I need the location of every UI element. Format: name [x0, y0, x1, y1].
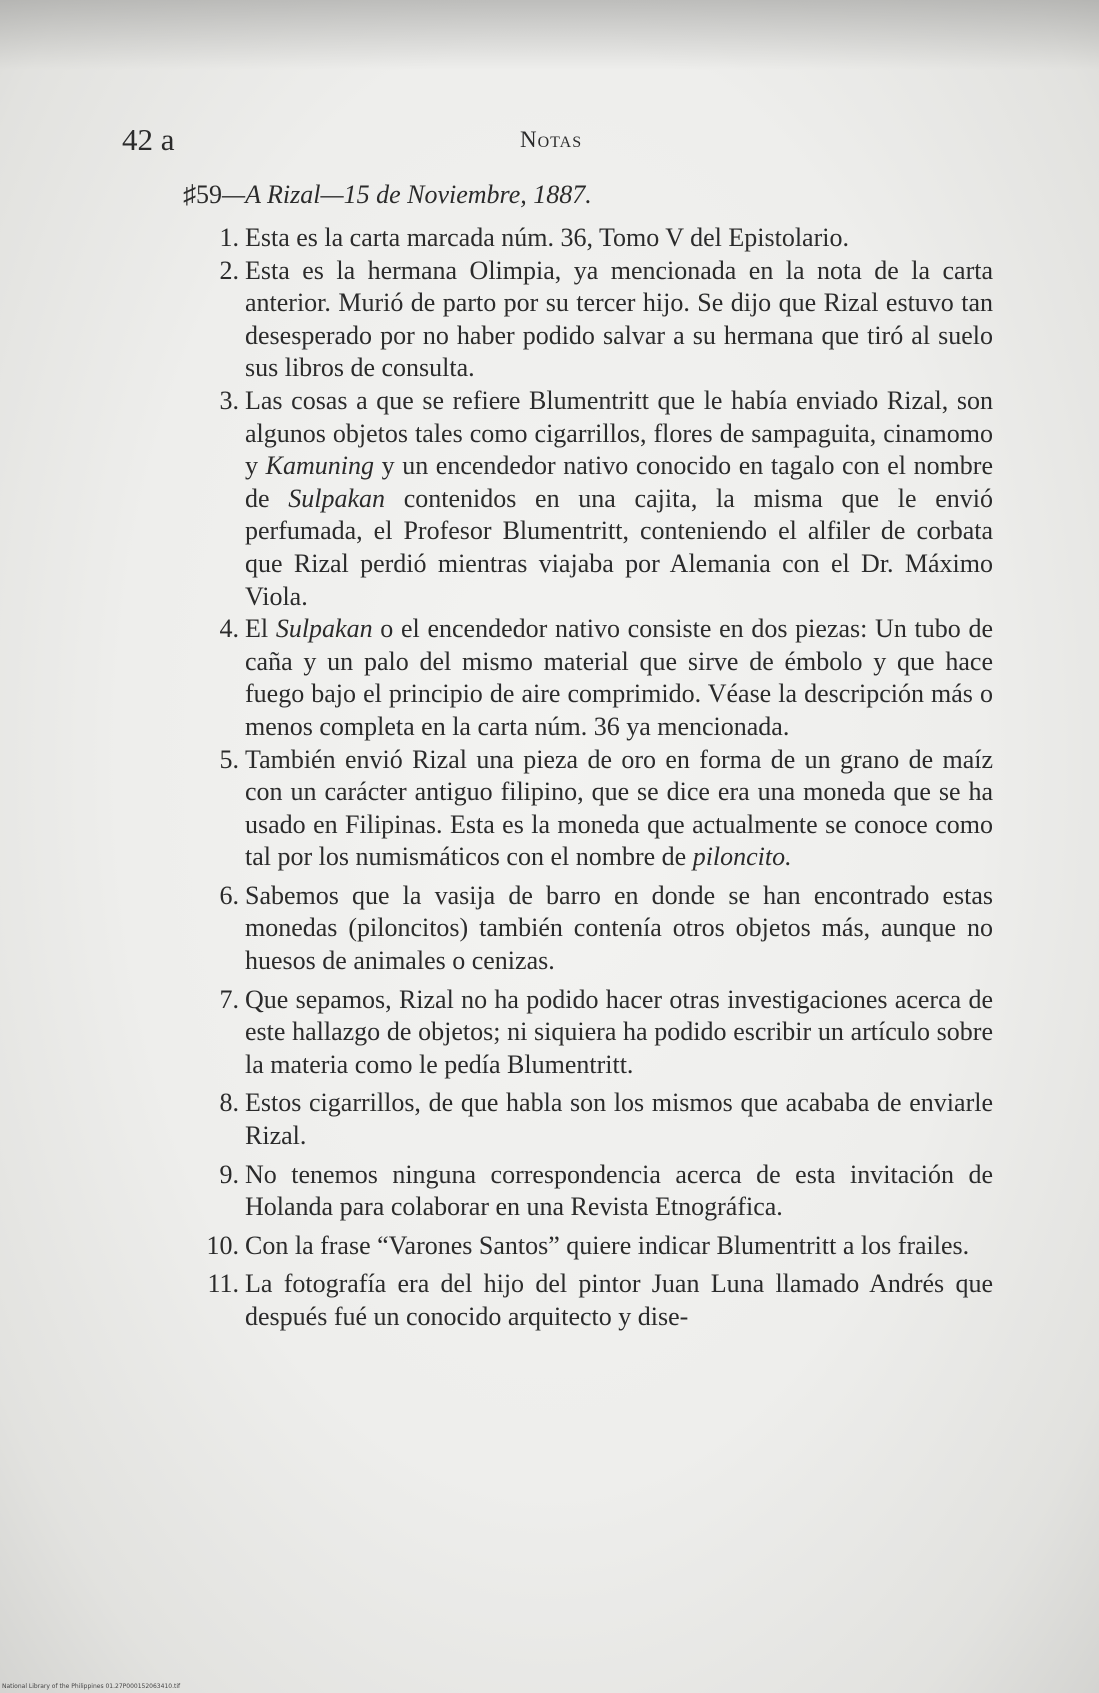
note-item — [183, 1268, 993, 1333]
note-item — [183, 744, 993, 874]
notes-list — [183, 222, 993, 1334]
section-heading — [183, 178, 592, 212]
note-text: Las cosas a que se refiere Blumentritt que le había enviado Rizal, son algunos objetos tales como cigarrillos, flores de sampaguita, cinamomo y Kamuning y un encendedor nativo conocido en tagalo con el nombre de Sulpakan contenidos en una cajita, la misma que le envió perfumada, el Profesor Blumentritt, conteniendo el alfiler de corbata que Rizal perdió mientras viajaba por Alemania con el Dr. Máximo Viola. — [245, 385, 994, 611]
note-number: 6 . — [183, 880, 239, 913]
note-text: Con la frase “Varones Santos” quiere indicar Blumentritt a los frailes. — [245, 1230, 970, 1260]
note-item — [183, 613, 993, 743]
note-item — [183, 984, 993, 1082]
note-text: Que sepamos, Rizal no ha podido hacer otras investigaciones acerca de este hallazgo de objetos; ni siquiera ha podido escribir un artículo sobre la materia como le pedía Blumentritt. — [245, 984, 993, 1079]
note-text: No tenemos ninguna correspondencia acerca de esta invitación de Holanda para colaborar en una Revista Etnográfica. — [245, 1159, 993, 1222]
note-item — [183, 1230, 993, 1263]
note-item — [183, 385, 993, 613]
note-item — [183, 255, 993, 385]
section-title: —A Rizal—15 de Noviembre, 1887. — [222, 180, 592, 209]
note-item — [183, 1087, 993, 1152]
scan-credit: National Library of the Philippines 01.27P000152063410.tif — [2, 1683, 181, 1690]
note-number: 2 . — [183, 255, 239, 288]
running-head: Notas — [520, 127, 583, 152]
note-number: 1 . — [183, 222, 239, 255]
section-number: ♯59 — [183, 180, 222, 209]
page-edge-shadow — [0, 0, 1099, 70]
note-item — [183, 1159, 993, 1224]
note-number: 5 . — [183, 744, 239, 777]
note-item — [183, 222, 993, 255]
note-text: Esta es la carta marcada núm. 36, Tomo V del Epistolario. — [245, 223, 849, 252]
note-number: 3 . — [183, 385, 239, 418]
note-text: El Sulpakan o el encendedor nativo consiste en dos piezas: Un tubo de caña y un palo del mismo material que sirve de émbolo y que hace fuego bajo el principio de aire comprimido. Véase la descripción más o menos completa en la carta núm. 36 ya mencionada. — [245, 614, 994, 741]
note-number: 11 . — [183, 1268, 239, 1301]
note-text: Esta es la hermana Olimpia, ya mencionada en la nota de la carta anterior. Murió de parto por su tercer hijo. Se dijo que Rizal estuvo tan desesperado por no haber podido salvar a su hermana que tiró al suelo sus libros de consulta. — [245, 255, 993, 383]
note-text: La fotografía era del hijo del pintor Juan Luna llamado Andrés que después fué un conocido arquitecto y dise- — [245, 1269, 993, 1331]
note-item — [183, 880, 993, 978]
note-text: Estos cigarrillos, de que habla son los mismos que acababa de enviarle Rizal. — [245, 1088, 993, 1151]
page-number: 42 a — [122, 122, 175, 157]
note-number: 9 . — [183, 1159, 239, 1192]
note-number: 10 . — [183, 1230, 239, 1263]
note-number: 7 . — [183, 984, 239, 1017]
note-number: 4 . — [183, 613, 239, 646]
note-text: También envió Rizal una pieza de oro en forma de un grano de maíz con un carácter antiguo filipino, que se dice era una moneda que se ha usado en Filipinas. Esta es la moneda que actualmente se conoce como tal por los numismáticos con el nombre de piloncito. — [245, 744, 993, 872]
note-text: Sabemos que la vasija de barro en donde se han encontrado estas monedas (piloncitos) también contenía otros objetos más, aunque no huesos de animales o cenizas. — [245, 880, 993, 976]
note-number: 8 . — [183, 1087, 239, 1120]
